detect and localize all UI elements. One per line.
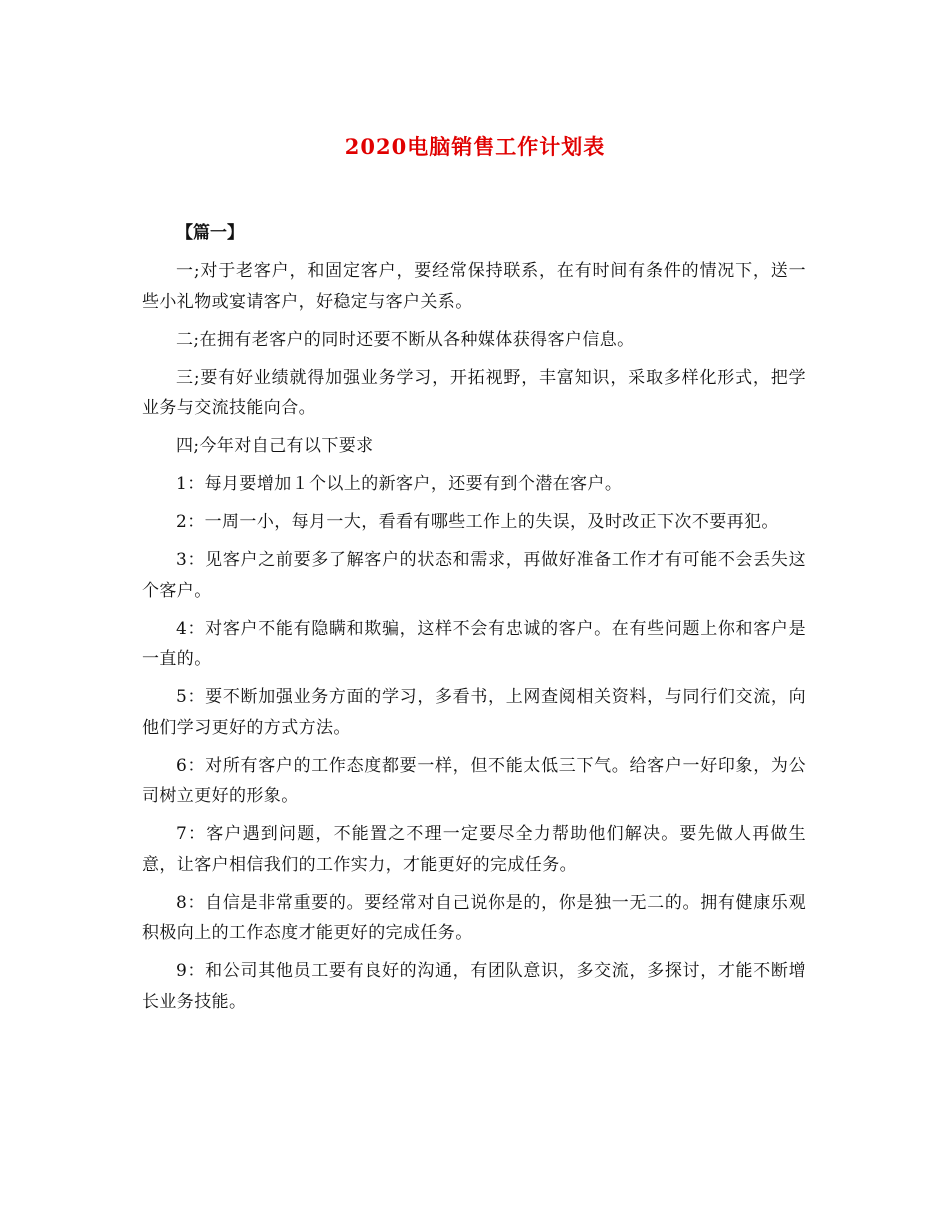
requirement-item-1: 1：每月要增加１个以上的新客户，还要有到个潜在客户。 [176, 474, 623, 494]
document-body [142, 256, 806, 1017]
document-title: 2020电脑销售工作计划表 [344, 134, 606, 159]
requirement-item-4: 4：对客户不能有隐瞒和欺骗，这样不会有忠诚的客户。在有些问题上你和客户是一直的。 [142, 618, 806, 669]
requirement-item-2: 2：一周一小，每月一大，看看有哪些工作上的失误，及时改正下次不要再犯。 [176, 512, 779, 532]
section-heading: 【篇一】 [176, 223, 244, 243]
requirement-item-9: 9：和公司其他员工要有良好的沟通，有团队意识，多交流，多探讨，才能不断增长业务技能。 [142, 961, 806, 1012]
requirement-item-8: 8：自信是非常重要的。要经常对自己说你是的，你是独一无二的。拥有健康乐观积极向上的工作态度才能更好的完成任务。 [142, 892, 806, 943]
requirement-item-7: 7：客户遇到问题，不能置之不理一定要尽全力帮助他们解决。要先做人再做生意，让客户相信我们的工作实力，才能更好的完成任务。 [142, 824, 806, 875]
paragraph-item-1: 一;对于老客户，和固定客户，要经常保持联系，在有时间有条件的情况下，送一些小礼物或宴请客户，好稳定与客户关系。 [142, 261, 806, 312]
requirement-item-6: 6：对所有客户的工作态度都要一样，但不能太低三下气。给客户一好印象，为公司树立更好的形象。 [142, 755, 806, 806]
paragraph-item-3: 三;要有好业绩就得加强业务学习，开拓视野，丰富知识，采取多样化形式，把学业务与交流技能向合。 [142, 367, 806, 418]
requirement-item-5: 5：要不断加强业务方面的学习，多看书，上网查阅相关资料，与同行们交流，向他们学习更好的方式方法。 [142, 687, 806, 738]
paragraph-item-2: 二;在拥有老客户的同时还要不断从各种媒体获得客户信息。 [176, 329, 635, 350]
requirement-item-3: 3：见客户之前要多了解客户的状态和需求，再做好准备工作才有可能不会丢失这个客户。 [142, 550, 806, 601]
paragraph-item-4: 四;今年对自己有以下要求 [176, 436, 374, 456]
